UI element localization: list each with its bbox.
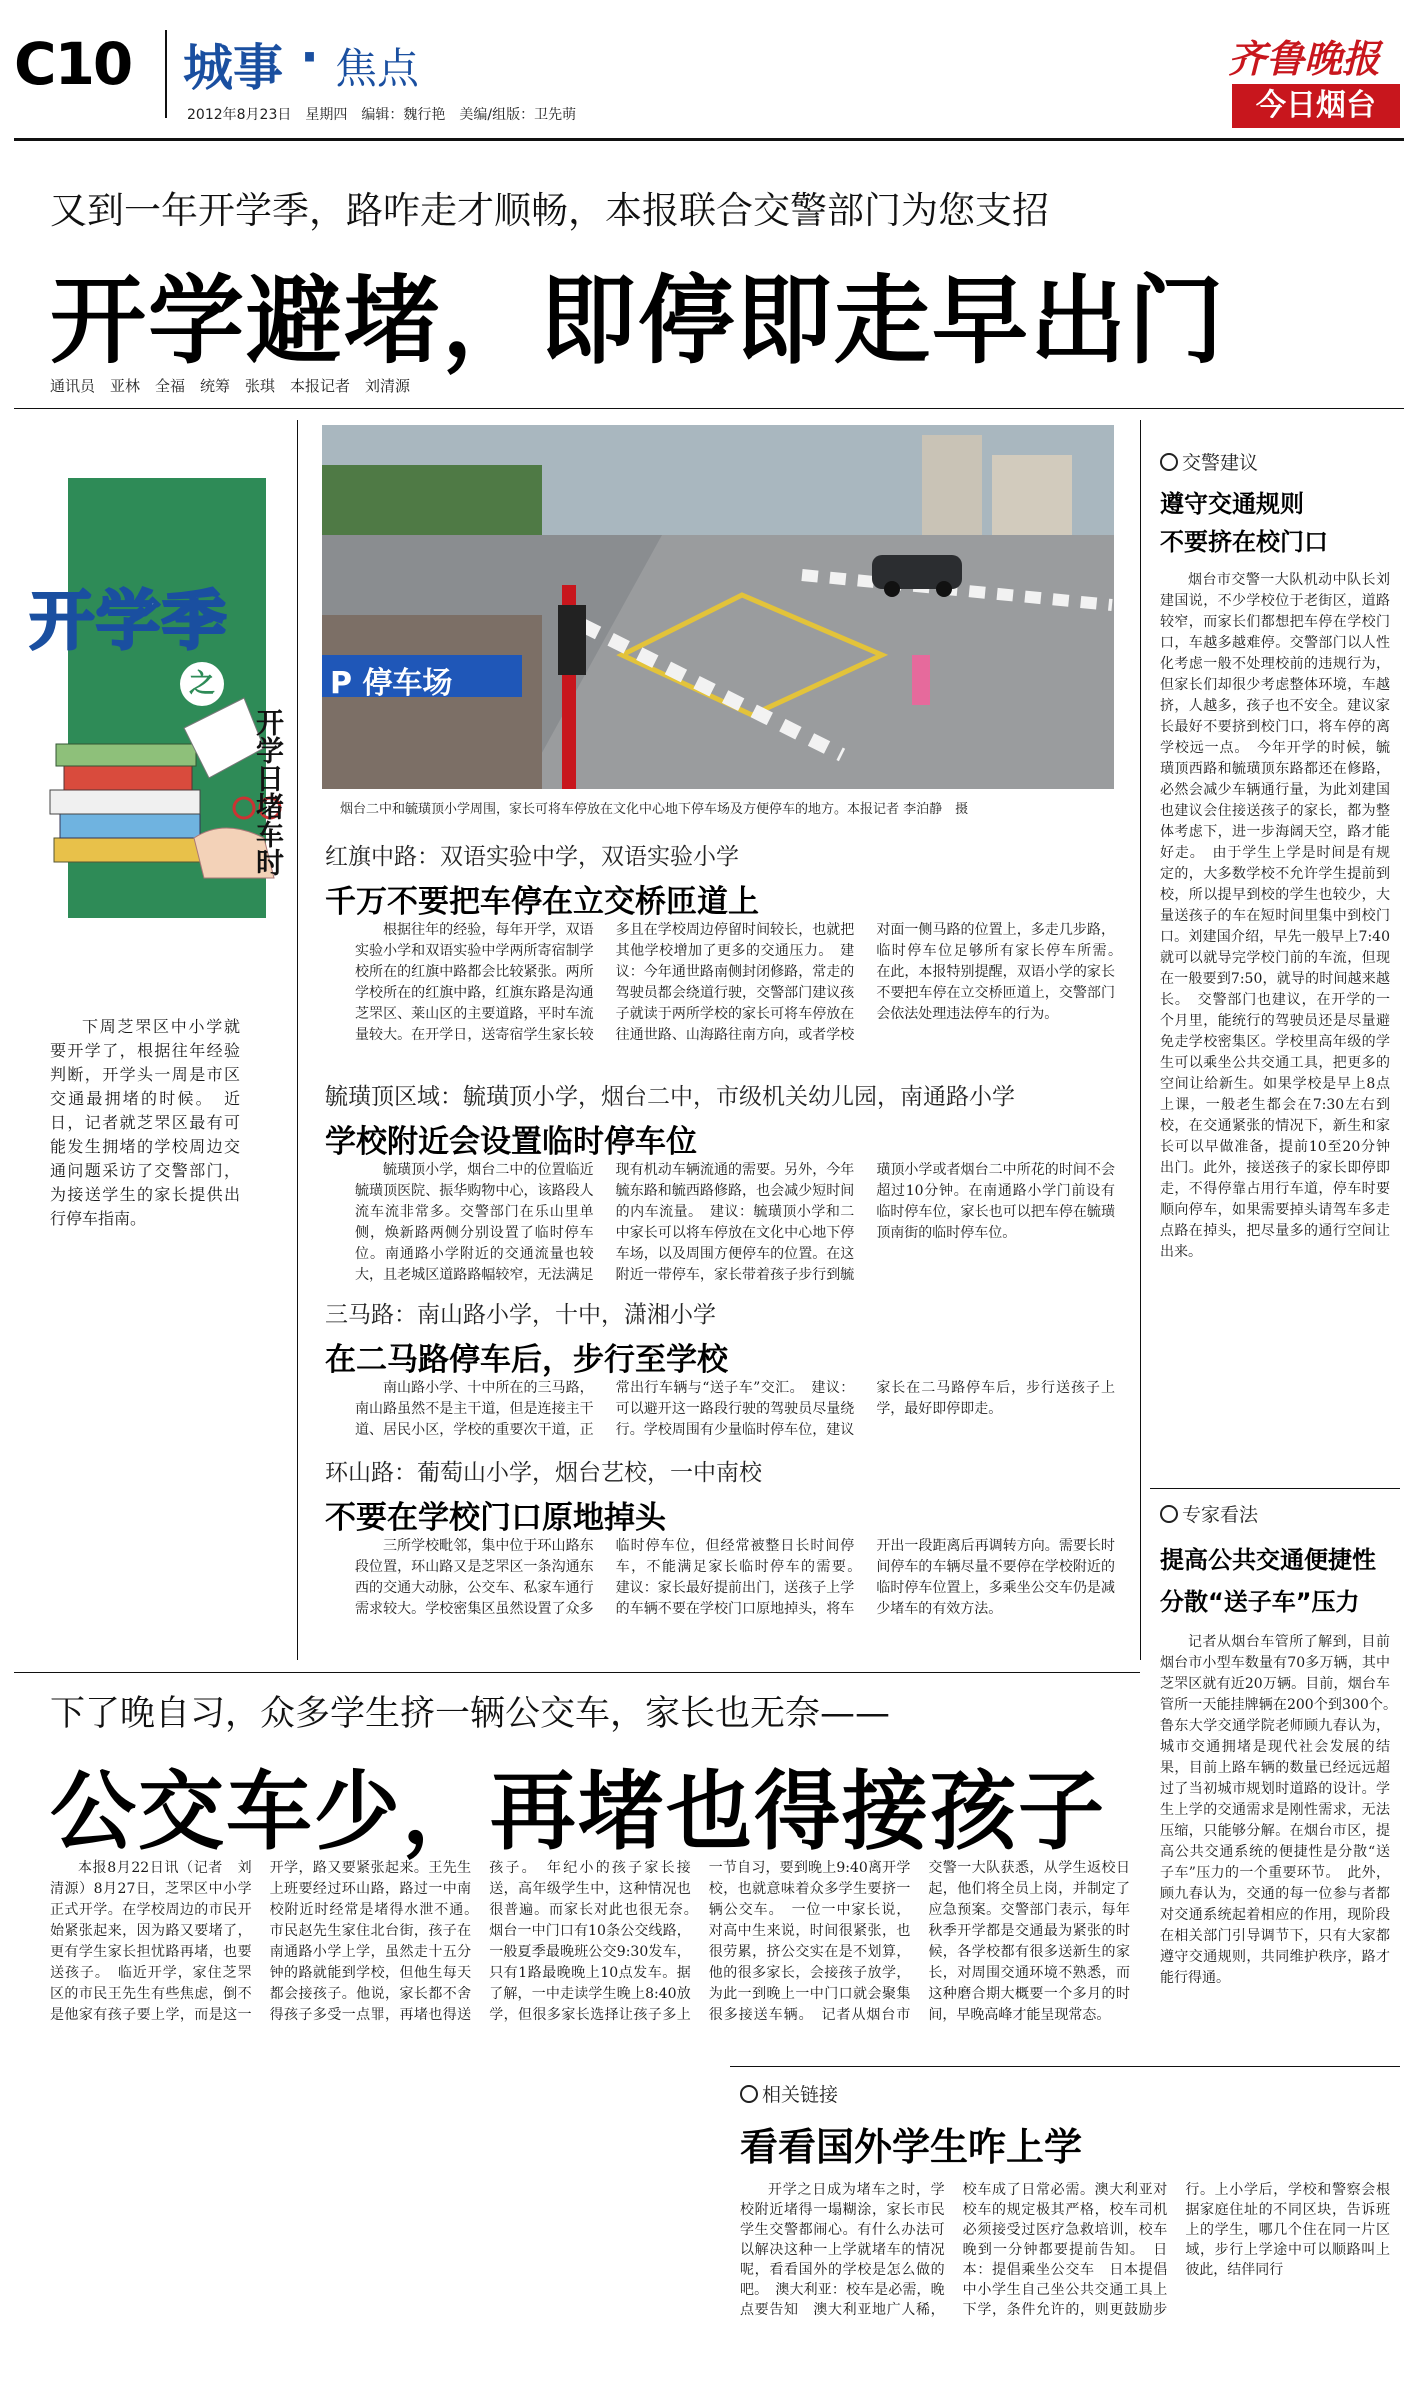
story2-kicker: 下了晚自习，众多学生挤一辆公交车，家长也无奈—— [50, 1694, 891, 1734]
story1-photo [322, 425, 1114, 789]
story2-body: 本报8月22日讯（记者 刘清源）8月27日，芝罘区中小学正式开学。在学校周边的市民开始紧张起来，因为路又要堵了，更有学生家长担忧路再堵，也要送孩子。 临近开学，家住芝罘区的市民王先生有些焦虑，倒不是他家有孩子要上学，而是这一开学，路又要紧张起来。王先生上班要经过环山路，路过一中南校附近时经常是堵得水泄不通。 市民赵先生家住北台街，孩子在南通路小学上学，虽然走十五分钟的路就能到学校，但他生每天都会接孩子。他说，家长都不舍得孩子多受一点罪，再堵也得送孩子。 年纪小的孩子家长接送，高年级学生中，这种情况也很普遍。而家长对此也很无奈。 烟台一中门口有10条公交线路，一般夏季最晚班公交9:30发车，只有1路最晚晚上10点发车。据了解，一中走读学生晚上8:40放学，但很多家长选择让孩子多上一节自习，要到晚上9:40离开学校，也就意味着众多学生要挤一辆公交车。 一位一中家长说，对高中生来说，时间很紧张，也很劳累，挤公交实在是不划算，他的很多家长，会接孩子放学，为此一到晚上一中门口就会聚集很多接送车辆。 记者从烟台市交警一大队获悉，从学生返校日起，他们将全员上岗，并制定了应急预案。交警部门表示，每年秋季开学都是交通最为紧张的时候，各学校都有很多送新生的家长，对周围交通环境不熟悉，而这种磨合期大概要一个多月的时间，早晚高峰才能呈现常态。 [50, 1860, 1130, 2023]
story1-intro: 下周芝罘区中小学就要开学了，根据往年经验判断，开学头一周是市区交通最拥堵的时候。 近日，记者就芝罘区最有可能发生拥堵的学校周边交通问题采访了交警部门，为接送学生的家长提供出行停车指南。 [50, 1017, 240, 1228]
story1-byline: 通讯员 亚林 全福 统筹 张琪 本报记者 刘清源 [50, 377, 411, 395]
story3-top-rule [730, 2066, 1400, 2067]
s1-title: 千万不要把车停在立交桥匝道上 [325, 884, 759, 920]
s3-body: 南山路小学、十中所在的三马路，南山路虽然不是主干道，但是连接主干道、居民小区，学校的重要次干道，正常出行车辆与“送子车”交汇。 建议：可以避开这一路段行驶的驾驶员尽量绕行。学校周围有少量临时停车位，建议家长在二马路停车后，步行送孩子上学，最好即停即走。 [355, 1380, 1115, 1438]
s2-body: 毓璜顶小学，烟台二中的位置临近毓璜顶医院、振华购物中心，该路段人流车流非常多。交警部门在乐山里单侧，焕新路两侧分别设置了临时停车位。南通路小学附近的交通流量也较大，且老城区道路路幅较窄，无法满足现有机动车辆流通的需要。另外，今年毓东路和毓西路修路，也会减少短时间的内车流量。 建议：毓璜顶小学和二中家长可以将车停放在文化中心地下停车场，以及周围方便停车的位置。在这附近一带停车，家长带着孩子步行到毓璜顶小学或者烟台二中所花的时间不会超过10分钟。在南通路小学门前设有临时停车位，家长也可以把车停在毓璜顶南街的临时停车位。 [355, 1162, 1115, 1283]
page-number: C10 [14, 30, 132, 98]
banner-vertical-text: 开学日堵车时 [252, 708, 285, 876]
s4-area: 环山路：葡萄山小学，烟台艺校，一中南校 [325, 1460, 762, 1486]
series-banner [20, 478, 310, 918]
side2-title-line2: 分散“送子车”压力 [1160, 1588, 1360, 1616]
section-dot: · [300, 28, 319, 86]
header-rule [14, 138, 1404, 141]
side1-title-line2: 不要挤在校门口 [1160, 528, 1328, 556]
side2-tag: 专家看法 [1160, 1500, 1258, 1527]
story2-headline: 公交车少，再堵也得接孩子 [50, 1762, 1106, 1862]
subsection-title: 焦点 [335, 44, 420, 93]
edition-label: 今日烟台 [1232, 84, 1400, 128]
s1-body: 根据往年的经验，每年开学，双语实验小学和双语实验中学两所寄宿制学校所在的红旗中路都会比较紧张。两所学校所在的红旗中路，红旗东路是沟通芝罘区、莱山区的主要道路，平时车流量较大。在开学日，送寄宿学生家长较多且在学校周边停留时间较长，也就把其他学校增加了更多的交通压力。 建议：今年通世路南侧封闭修路，常走的驾驶员都会绕道行驶，交警部门建议孩子就读于两所学校的家长可将车停放在往通世路、山海路往南方向，或者学校对面一侧马路的位置上，多走几步路，临时停车位足够所有家长停车所需。 在此，本报特别提醒，双语小学的家长不要把车停在立交桥匝道上，交警部门会依法处理违法停车的行为。 [355, 922, 1129, 1043]
issue-meta: 2012年8月23日 星期四 编辑：魏行艳 美编/组版：卫先萌 [187, 107, 577, 123]
paper-logo: 齐鲁晚报 [1228, 36, 1381, 81]
story3-body: 开学之日成为堵车之时，学校附近堵得一塌糊涂，家长市民学生交警都闹心。有什么办法可以解决这种一上学就堵车的情况呢，看看国外的学校是怎么做的吧。 澳大利亚：校车是必需，晚点要告知 澳大利亚地广人稀，校车成了日常必需。澳大利亚对校车的规定极其严格，校车司机必须接受过医疗急救培训，校车晚到一分钟都要提前告知。 日本：提倡乘坐公交车 日本提倡中小学生自己坐公共交通工具上下学，条件允许的，则更鼓励步行。上小学后，学校和警察会根据家庭住址的不同区块，告诉班上的学生，哪几个住在同一片区域，步行上学途中可以顺路叫上彼此，结伴同行 [740, 2182, 1390, 2318]
intersection-photo [322, 425, 1114, 789]
story3-title: 看看国外学生咋上学 [740, 2125, 1083, 2169]
books-illustration [34, 688, 284, 888]
story3-tag: 相关链接 [740, 2080, 838, 2107]
s3-title: 在二马路停车后，步行至学校 [325, 1342, 728, 1378]
side2-tag-icon [1160, 1505, 1178, 1523]
section-title: 城事 [183, 39, 283, 97]
story1-headline: 开学避堵，即停即走早出门 [50, 265, 1226, 377]
left-column-rule [297, 420, 298, 1660]
s4-body: 三所学校毗邻，集中位于环山路东段位置，环山路又是芝罘区一条沟通东西的交通大动脉，公交车、私家车通行需求较大。学校密集区虽然设置了众多临时停车位，但经常被整日长时间停车，不能满足家长临时停车的需要。 建议：家长最好提前出门，送孩子上学的车辆不要在学校门口原地掉头，将车开出一段距离后再调转方向。需要长时间停车的车辆尽量不要停在学校附近的临时停车位置上，多乘坐公交车仍是减少堵车的有效方法。 [355, 1538, 1115, 1617]
story1-top-rule [14, 408, 1404, 409]
side2-title-line1: 提高公共交通便捷性 [1160, 1546, 1376, 1574]
side1-tag-icon [1160, 453, 1178, 471]
photo-parking-sign: P 停车场 [330, 666, 453, 701]
story3-tag-icon [740, 2085, 758, 2103]
right-column-rule [1140, 420, 1141, 1660]
header-vertical-rule [165, 30, 167, 118]
side1-tag: 交警建议 [1160, 448, 1258, 475]
banner-of-circle: 之 [180, 662, 224, 706]
side1-body: 烟台市交警一大队机动中队长刘建国说，不少学校位于老街区，道路较窄，而家长们都想把车停在学校门口，车越多越难停。交警部门以人性化考虑一般不处理校前的违规行为，但家长们却很少考虑整体环境，车越挤，人越多，孩子也不安全。建议家长最好不要挤到校门口，将车停的离学校远一点。 今年开学的时候，毓璜顶西路和毓璜顶东路都还在修路，必然会减少车辆通行量，为此刘建国也建议会住接送孩子的家长，都为整体考虑下，进一步海阔天空，路才能好走。 由于学生上学是时间是有规定的，大多数学校不允许学生提前到校，所以提早到校的学生也较少，大量送孩子的车在短时间里集中到校门口。刘建国介绍，早先一般早上7:40就可以就导完学校门前的车流，但现在一般要到7:50，就导的时间越来越长。 交警部门也建议，在开学的一个月里，能统行的驾驶员还是尽量避免走学校密集区。学校里高年级的学生可以乘坐公共交通工具，把更多的空间让给新生。如果学校是早上8点上课，一般老生都会在7:30左右到校，在交通紧张的情况下，新生和家长可以早做准备，提前10至20分钟出门。此外，接送孩子的家长即停即走，不得停靠占用行车道，停车时要顺向停车，如果需要掉头请驾车多走点路在掉头，把尽量多的通行空间让出来。 [1160, 572, 1390, 1260]
story1-photo-caption: 烟台二中和毓璜顶小学周围，家长可将车停放在文化中心地下停车场及方便停车的地方。本报记者 李泊静 摄 [340, 802, 969, 817]
story1-kicker: 又到一年开学季，路咋走才顺畅，本报联合交警部门为您支招 [50, 189, 1049, 232]
s4-title: 不要在学校门口原地掉头 [325, 1500, 666, 1536]
s3-area: 三马路：南山路小学，十中，潇湘小学 [325, 1302, 716, 1328]
side1-title-line1: 遵守交通规则 [1160, 490, 1304, 518]
s2-title: 学校附近会设置临时停车位 [325, 1124, 697, 1160]
side2-top-rule [1150, 1488, 1400, 1489]
s1-area: 红旗中路：双语实验中学，双语实验小学 [325, 844, 739, 870]
banner-title: 开学季 [30, 585, 228, 659]
s2-area: 毓璜顶区域：毓璜顶小学，烟台二中，市级机关幼儿园，南通路小学 [325, 1084, 1015, 1110]
side2-body: 记者从烟台车管所了解到，目前烟台市小型车数量有70多万辆，其中芝罘区就有近20万辆。目前，烟台车管所一天能挂牌辆在200个到300个。 鲁东大学交通学院老师顾九春认为，城市交通拥堵是现代社会发展的结果，目前上路车辆的数量已经远远超过了当初城市规划时道路的设计。学生上学的交通需求是刚性需求，无法压缩，只能够分解。在烟台市区，提高公共交通系统的便捷性是分散“送子车”压力的一个重要环节。 此外，顾九春认为，交通的每一位参与者都对交通系统起着相应的作用，现阶段在相关部门引导调节下，只有大家都遵守交通规则，共同维护秩序，路才能行得通。 [1160, 1634, 1404, 1986]
story2-top-rule [14, 1672, 1140, 1673]
